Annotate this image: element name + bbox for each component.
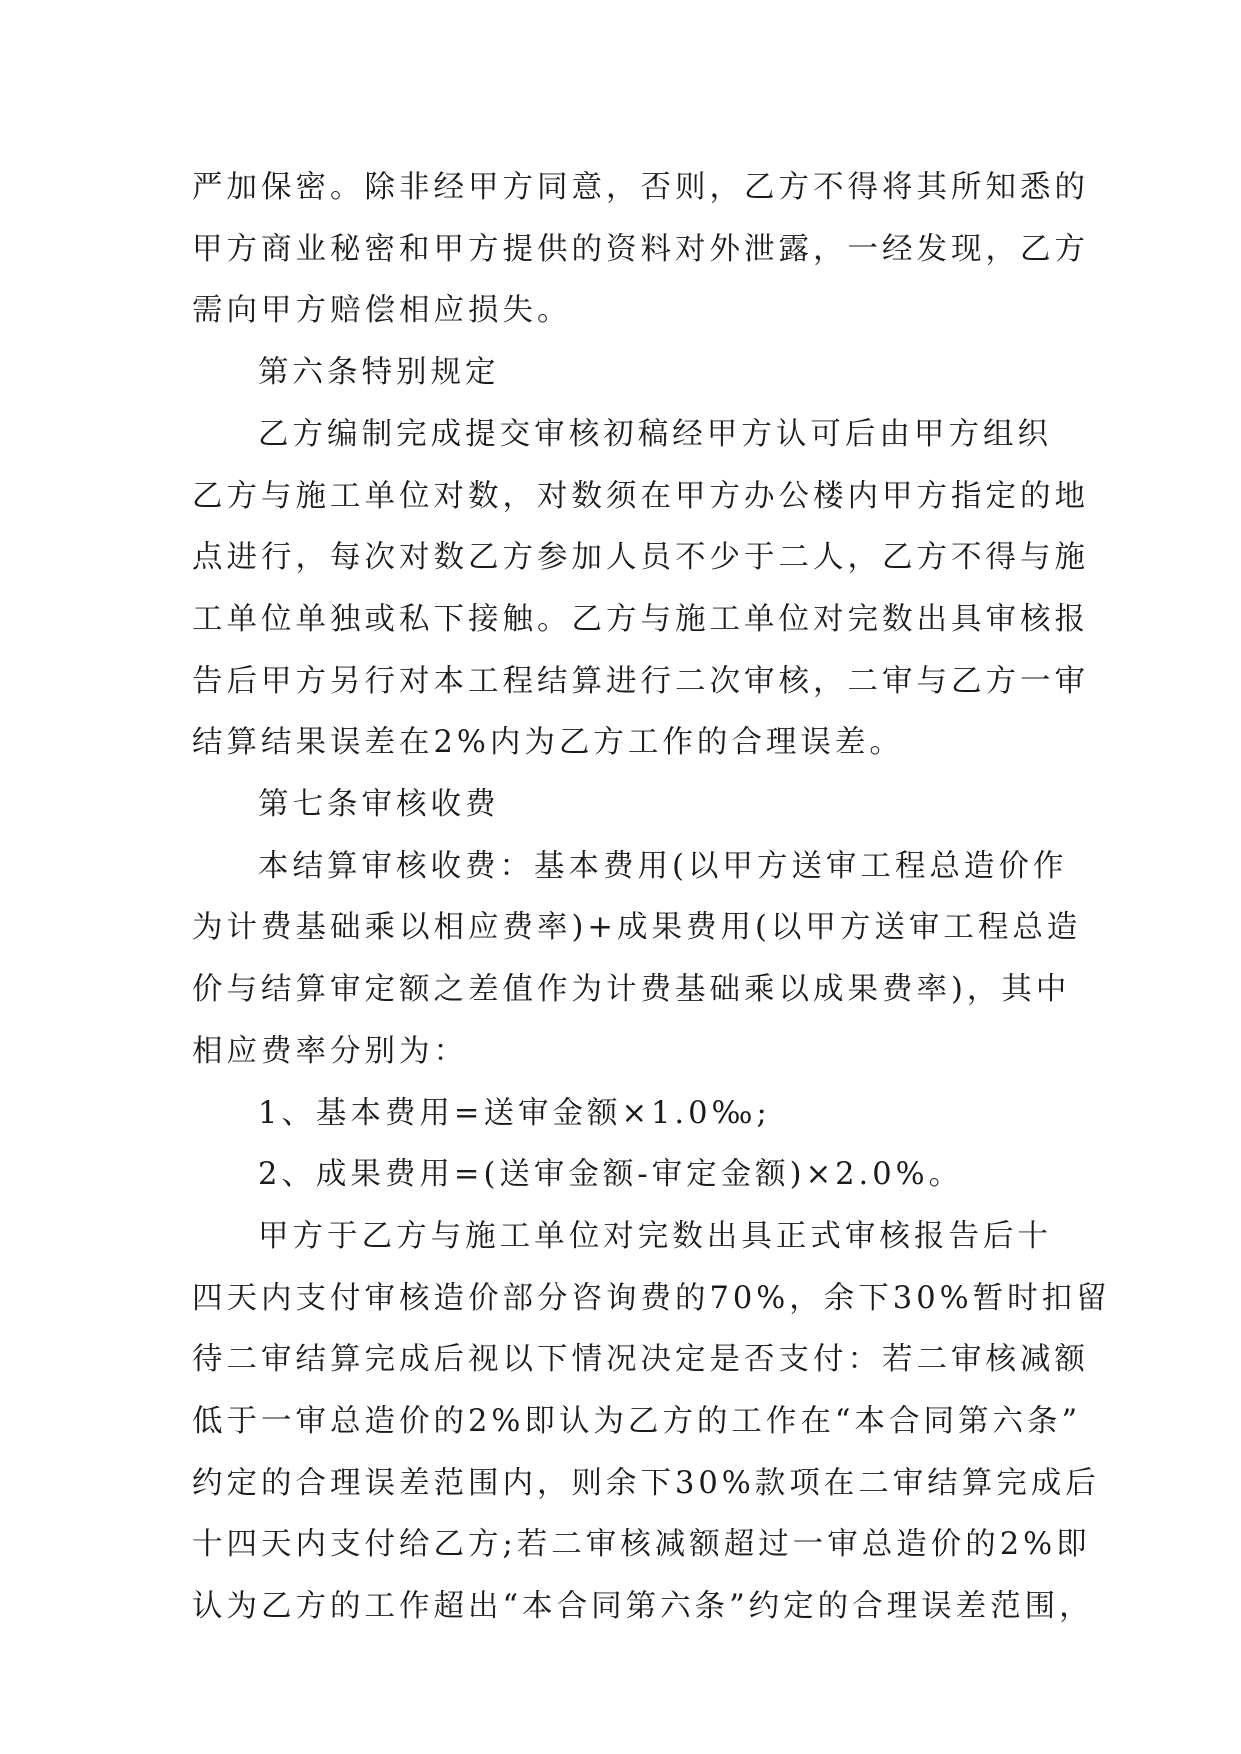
paragraph: [192, 404, 1089, 774]
paragraph: [192, 342, 1052, 404]
text-line: 告后甲方另行对本工程结算进行二次审核，二审与乙方一审: [192, 663, 1089, 699]
document-body: [192, 157, 1111, 1638]
paragraph: [192, 774, 1052, 836]
text-line: 乙方与施工单位对数，对数须在甲方办公楼内甲方指定的地: [192, 478, 1089, 514]
paragraph: [192, 1083, 1052, 1145]
text-line: 约定的合理误差范围内，则余下30%款项在二审结算完成后: [192, 1465, 1100, 1501]
text-line: 本结算审核收费：基本费用(以甲方送审工程总造价作: [258, 848, 1068, 884]
text-line: 第七条审核收费: [258, 787, 500, 823]
text-line: 第六条特别规定: [258, 355, 500, 391]
paragraph: [192, 1144, 1052, 1206]
text-line: 为计费基础乘以相应费率)+成果费用(以甲方送审工程总造: [192, 910, 1082, 946]
text-line: 待二审结算完成后视以下情况决定是否支付：若二审核减额: [192, 1342, 1089, 1378]
text-line: 低于一审总造价的2%即认为乙方的工作在“本合同第六条”: [192, 1404, 1082, 1440]
text-line: 乙方编制完成提交审核初稿经甲方认可后由甲方组织: [258, 416, 1052, 452]
text-line: 2、成果费用=(送审金额-审定金额)×2.0%。: [258, 1157, 964, 1193]
text-line: 结算结果误差在2%内为乙方工作的合理误差。: [192, 725, 904, 761]
text-line: 价与结算审定额之差值作为计费基础乘以成果费率)，其中: [192, 972, 1071, 1008]
text-line: 认为乙方的工作超出“本合同第六条”约定的合理误差范围，: [192, 1589, 1094, 1625]
text-line: 相应费率分别为：: [192, 1033, 468, 1069]
paragraph: [192, 836, 1082, 1083]
text-line: 甲方商业秘密和甲方提供的资料对外泄露，一经发现，乙方: [192, 231, 1089, 267]
text-line: 工单位单独或私下接触。乙方与施工单位对完数出具审核报: [192, 601, 1089, 637]
paragraph: [192, 1206, 1111, 1638]
text-line: 1、基本费用=送审金额×1.0‰;: [258, 1095, 771, 1131]
text-line: 四天内支付审核造价部分咨询费的70%，余下30%暂时扣留: [192, 1280, 1111, 1316]
text-line: 严加保密。除非经甲方同意，否则，乙方不得将其所知悉的: [192, 170, 1089, 205]
paragraph: [192, 157, 1089, 342]
text-line: 甲方于乙方与施工单位对完数出具正式审核报告后十: [258, 1218, 1052, 1254]
text-line: 点进行，每次对数乙方参加人员不少于二人，乙方不得与施: [192, 540, 1089, 576]
text-line: 十四天内支付给乙方;若二审核减额超过一审总造价的2%即: [192, 1527, 1091, 1563]
text-line: 需向甲方赔偿相应损失。: [192, 293, 572, 329]
